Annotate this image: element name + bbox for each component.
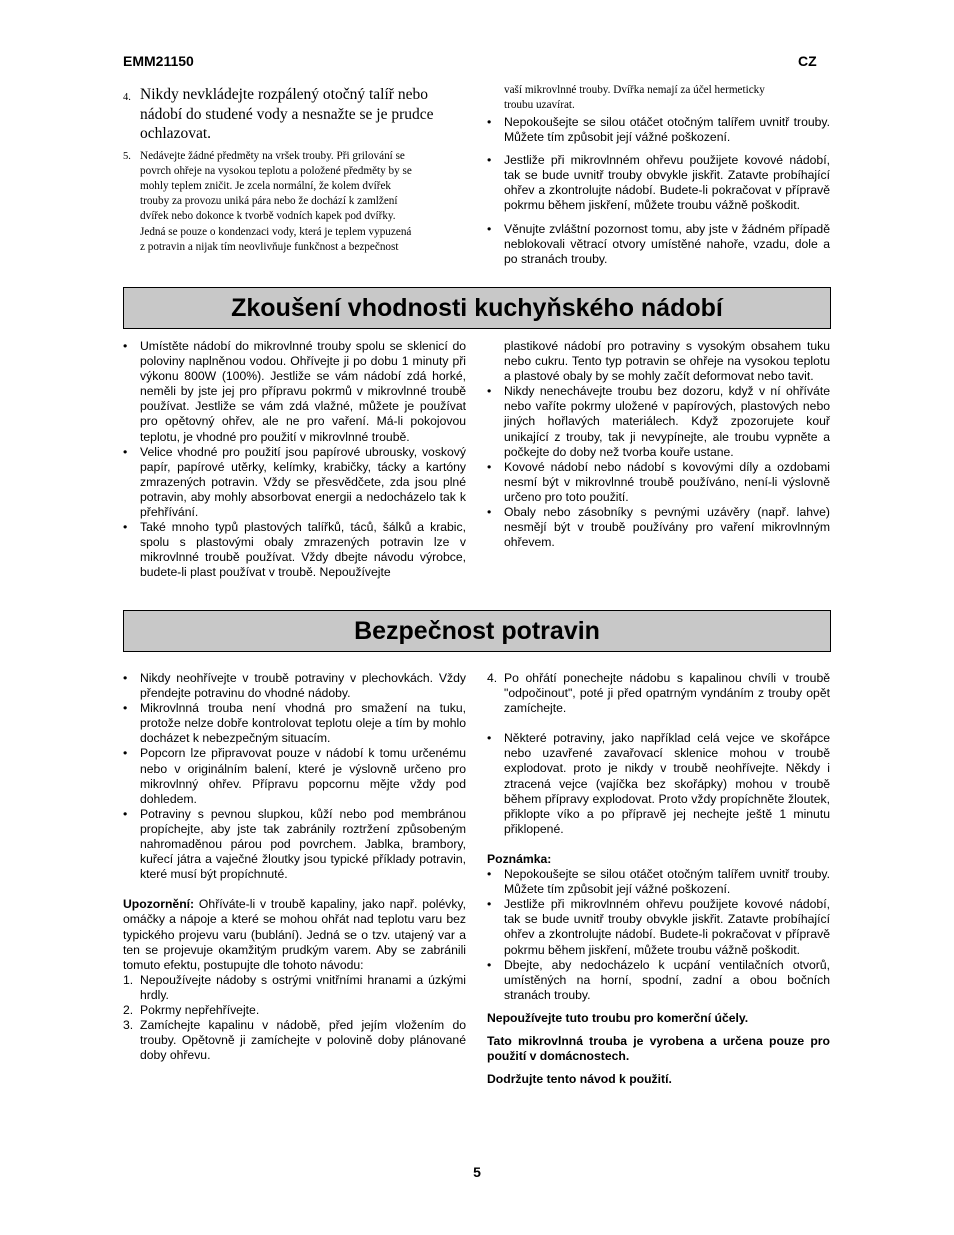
list-item-text: Velice vhodné pro použití jsou papírové ubrousky, voskový papír, papírové utěrky, kelímky, krabičky, tácky a kartóny zmrazených potravin. Vždy se přesvědčete, zda jsou plné potravin, aby mohly absorbovat energii a nedocházelo tak k přehřívání.: [140, 444, 466, 520]
list-item-text: Mikrovlnná trouba není vhodná pro smažení na tuku, protože nelze dobře kontrolovat teplotu oleje a tím by mohlo docházet k nebezpečným situacím.: [140, 701, 466, 746]
bullet-icon: •: [123, 444, 128, 459]
list-item: [487, 867, 830, 897]
step-text: Nepoužívejte nádoby s ostrými vnitřními hranami a úzkými hrdly.: [140, 972, 466, 1002]
step-number: 3.: [123, 1018, 134, 1033]
bullet-icon: •: [123, 806, 128, 821]
item-5-line: trouby za provozu uniká pára nebo že dochází k zamlžení: [140, 195, 398, 208]
item-5-line: dvířek nebo dokonce k tvorbě vodních kapek pod dvířky.: [140, 210, 396, 223]
step-number: 1.: [123, 972, 134, 987]
commercial-use-notice: Nepoužívejte tuto troubu pro komerční účely.: [487, 1010, 749, 1025]
section-heading-food-safety: Bezpečnost potravin: [123, 610, 831, 652]
item-5-line: z potravin a nijak tím neovlivňuje funkčnost a bezpečnost: [140, 240, 399, 253]
section1-right-column: [487, 339, 830, 550]
note-label: Poznámka:: [487, 851, 552, 866]
top-right-bullets: [487, 115, 830, 267]
list-item: [123, 520, 466, 580]
step-text: Pokrmy nepřehřívejte.: [140, 1002, 260, 1017]
list-item-text: Obaly nebo zásobníky s pevnými uzávěry (např. lahve) nesmějí být v troubě používány pro vaření mikrovlnným ohřevem.: [504, 505, 830, 550]
list-item-text: Potraviny s pevnou slupkou, kůží nebo pod membránou propíchejte, aby jste tak zabránily roztržení způsobeným nahromaděnou párou pod povrchem. Jablka, brambory, kuřecí játra a vaječné žloutky jsou typické příklady potravin, které musí být propíchnuté.: [140, 806, 466, 882]
list-item: [123, 701, 466, 746]
list-item-text: Jestliže při mikrovlnném ohřevu použijete kovové nádobí, tak se bude uvnitř trouby obvykle jiskřit. Zatavte probíhající ohřev a zkontrolujte nádobí. Budete-li pokračovat v přípravě pokrmu během jiskření, můžete troubu vážně poškodit.: [504, 153, 830, 213]
list-item-text: Nepokoušejte se silou otáčet otočným talířem uvnitř trouby. Můžete tím způsobit její vážné poškození.: [504, 867, 830, 897]
step-item: [123, 973, 466, 1003]
continuation-line: vaší mikrovlnné trouby. Dvířka nemají za účel hermeticky: [504, 84, 765, 96]
list-item-text: Popcorn lze připravovat pouze v nádobí k tomu určenému nebo v originálním balení, které je výslovně určeno pro mikrovlnný ohřev. Přípravu popcornu mějte vždy pod dohledem.: [140, 746, 466, 806]
bullet-icon: •: [487, 221, 492, 236]
list-item-text: Věnujte zvláštní pozornost tomu, aby jste v žádném případě neblokovali větrací otvory umístěné nahoře, vzadu, dole a po stranách trouby.: [504, 221, 830, 266]
bullet-icon: •: [487, 957, 492, 972]
item-5-line: Nedávejte žádné předměty na vršek trouby. Při grilování se: [140, 149, 405, 162]
step-item: [123, 1003, 466, 1018]
list-item: [123, 671, 466, 701]
warning-paragraph: [123, 897, 466, 972]
list-item: [487, 731, 830, 837]
list-item-text: Nikdy nenechávejte troubu bez dozoru, když v ní ohříváte nebo vaříte pokrmy uložené v papírových, plastových nebo jiných hořlavých materiálech. Když zpozorujete kouř unikající z trouby, tak ji nevypínejte, ale troubu vypněte a počkejte do doby než tvorba kouře ustane.: [504, 384, 830, 459]
item-4-number: 4.: [123, 92, 131, 103]
step-number: 4.: [487, 671, 498, 685]
item-4-text: Nikdy nevkládejte rozpálený otočný talíř nebo nádobí do studené vody a nesnažte se je prudce ochlazovat.: [140, 86, 434, 142]
section2-left-column: [123, 671, 466, 1063]
top-right-column: [487, 83, 830, 267]
paragraph-continuation: plastikové nádobí pro potraviny s vysokým obsahem tuku nebo cukru. Tento typ potravin se ohřeje na vysokou teplotu a plastové obaly by se mohly začít deformovat nebo tavit.: [504, 339, 830, 384]
list-item: [487, 897, 830, 957]
item-5-line: Jedná se pouze o kondenzaci vody, která je teplem vypuzená: [140, 225, 412, 238]
section2-right-column: [487, 671, 830, 1087]
continuation-line: troubu uzavírat.: [504, 98, 575, 111]
step-number: 2.: [123, 1002, 134, 1017]
step-item: [123, 1018, 466, 1063]
bullet-icon: •: [487, 115, 492, 129]
list-item: [487, 460, 830, 505]
bullet-icon: •: [487, 505, 492, 520]
item-5-continuation: [487, 83, 830, 112]
list-item-text: Nepokoušejte se silou otáčet otočným talířem uvnitř trouby. Můžete tím způsobit její vážné poškození.: [504, 115, 830, 145]
list-item: [123, 445, 466, 520]
list-item-text: Dbejte, aby nedocházelo k ucpání ventilačních otvorů, umístěných na horní, spodní, zadní a obou bočních stranách trouby.: [504, 957, 830, 1002]
warning-text: Ohříváte-li v troubě kapaliny, jako např. polévky, omáčky a nápoje a které se mohou ohřát nad teplotu varu bez typického projevu varu (bublání). Jedná se o tzv. utajený var a ten se projevuje okamžitým prudkým varem. Aby se zabránili tomuto efektu, postupujte dle tohoto návodu:: [123, 897, 466, 972]
list-item: [487, 505, 830, 550]
section1-left-column: [123, 339, 466, 581]
bullet-icon: •: [487, 459, 492, 474]
section-heading-cookware-test: Zkoušení vhodnosti kuchyňského nádobí: [123, 287, 831, 329]
household-use-notice: Tato mikrovlnná trouba je vyrobena a určena pouze pro použití v domácnostech.: [487, 1033, 830, 1064]
bullet-icon: •: [487, 867, 492, 882]
list-item-text: Umístěte nádobí do mikrovlnné trouby spolu se sklenicí do poloviny naplněnou vodou. Ohřívejte ji po dobu 1 minuty při výkonu 800W (100%). Jestliže se vám nádobí zdá horké, neměli by jste jej pro přípravu pokrmů v mikrovlnné troubě používat. Jestliže se vám zdá vlažné, můžete je používat pro opětovný ohřev, ale ne pro vaření. Má-li pokojovou teplotu, je vhodné pro použití v mikrovlnné troubě.: [140, 339, 466, 444]
bullet-icon: •: [487, 731, 492, 746]
list-item-text: Některé potraviny, jako například celá vejce ve skořápce nebo uzavřené zavařovací sklenice mohou v troubě explodovat. proto je nikdy v troubě neohřívejte. Někdy i ztracená vejce (vajíčka bez skořápky) mohou v troubě během přípravy explodovat. Proto vždy propíchněte žloutek, přiklopte víko a po přípravě jej nechejte ještě 1 minutu přiklopené.: [504, 731, 830, 836]
page-number: 5: [473, 1164, 481, 1180]
list-item: [123, 807, 466, 882]
bullet-icon: •: [487, 153, 492, 168]
step-text: Po ohřátí ponechejte nádobu s kapalinou chvíli v troubě "odpočinout", poté ji před opatrným vyndáním z trouby opět zamíchejte.: [504, 671, 830, 716]
follow-instructions-notice: Dodržujte tento návod k použití.: [487, 1072, 672, 1087]
step-item: [487, 671, 830, 716]
list-item-text: Jestliže při mikrovlnném ohřevu použijete kovové nádobí, tak se bude uvnitř trouby obvykle jiskřit. Zatavte probíhající ohřev a zkontrolujte nádobí. Budete-li pokračovat v přípravě pokrmu během jiskření, můžete troubu vážně poškodit.: [504, 897, 830, 957]
bullet-icon: •: [123, 671, 128, 685]
language-code: CZ: [798, 53, 817, 69]
item-5-number: 5.: [123, 150, 131, 162]
top-left-column: [123, 85, 468, 255]
list-item: [487, 115, 830, 145]
bullet-icon: •: [123, 701, 128, 716]
item-5-line: mohly teplem zničit. Je zcela normální, že kolem dvířek: [140, 179, 392, 192]
list-item: [123, 746, 466, 806]
bullet-icon: •: [487, 384, 492, 399]
list-item: [487, 222, 830, 267]
item-4: [123, 85, 468, 144]
list-item-text: Také mnoho typů plastových talířků, táců, šálků a krabic, spolu s plastovými obaly zmrazených potravin lze v mikrovlnné troubě používat. Vždy dbejte návodu výrobce, budete-li plast používat v troubě. Nepoužívejte: [140, 520, 466, 580]
step-text: Zamíchejte kapalinu v nádobě, před jejím vložením do trouby. Opětovně ji zamíchejte v polovině doby plánované doby ohřevu.: [140, 1018, 466, 1063]
bullet-icon: •: [123, 520, 128, 535]
list-item: [487, 153, 830, 213]
warning-label: Upozornění:: [123, 897, 195, 912]
list-item: [487, 958, 830, 1003]
list-item: [487, 384, 830, 459]
list-item-text: Kovové nádobí nebo nádobí s kovovými díly a ozdobami nesmí být v mikrovlnné troubě používáno, není-li výslovně určeno pro toto použití.: [504, 459, 830, 504]
list-item-text: Nikdy neohřívejte v troubě potraviny v plechovkách. Vždy přendejte potravinu do vhodné nádoby.: [140, 671, 466, 701]
list-item: [123, 339, 466, 445]
bullet-icon: •: [123, 746, 128, 761]
bullet-icon: •: [487, 897, 492, 912]
item-5: [123, 149, 468, 255]
bullet-icon: •: [123, 339, 128, 353]
model-number: EMM21150: [123, 53, 194, 69]
item-5-line: povrch ohřeje na vysokou teplotu a položené předměty by se: [140, 164, 412, 177]
